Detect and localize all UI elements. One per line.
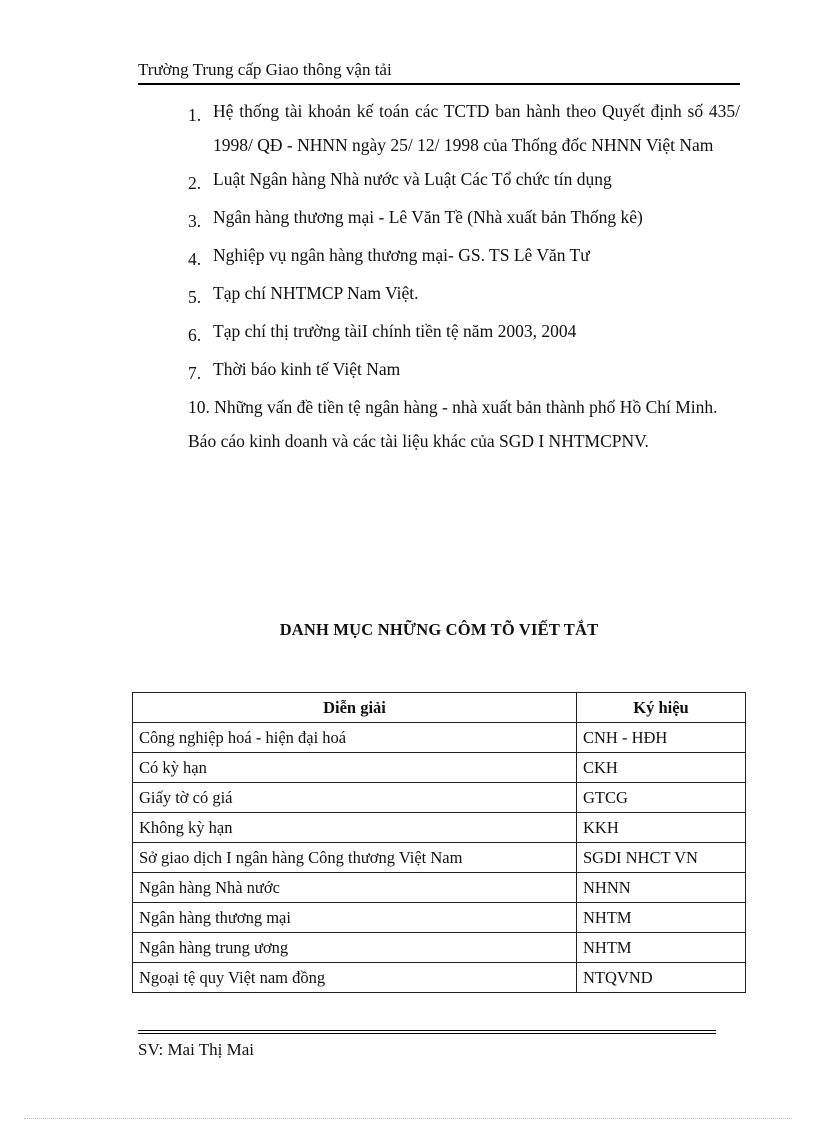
- cell-description: Không kỳ hạn: [133, 813, 577, 843]
- table-row: [133, 843, 746, 873]
- cell-description: Sở giao dịch I ngân hàng Công thương Việt Nam: [133, 843, 577, 873]
- reference-text: Thời báo kinh tế Việt Nam: [213, 359, 401, 379]
- table-row: [133, 783, 746, 813]
- cell-description: Ngoại tệ quy Việt nam đồng: [133, 963, 577, 993]
- page-header: Trường Trung cấp Giao thông vận tải: [138, 58, 740, 85]
- section-title: DANH MỤC NHỮNG CÔM TÕ VIẾT TẮT: [279, 620, 599, 639]
- reference-number: 1.: [188, 105, 202, 125]
- reference-number: 7.: [188, 363, 202, 383]
- reference-number: 4.: [188, 249, 202, 269]
- footer-rule: [138, 1033, 716, 1034]
- column-header-symbol: Ký hiệu: [577, 693, 746, 723]
- table-header-row: [133, 693, 746, 723]
- cell-symbol: NHNN: [577, 873, 746, 903]
- footer-divider: [138, 1030, 716, 1034]
- reference-item: [188, 352, 740, 390]
- footer-rule: [138, 1030, 716, 1031]
- reference-item: [188, 276, 740, 314]
- cell-description: Ngân hàng trung ương: [133, 933, 577, 963]
- cell-symbol: NHTM: [577, 933, 746, 963]
- reference-item: [188, 238, 740, 276]
- reference-text: Hệ thống tài khoản kế toán các TCTD ban hành theo Quyết định số 435/ 1998/ QĐ - NHNN ngày 25/ 12/ 1998 của Thống đốc NHNN Việt Nam: [213, 101, 740, 155]
- abbreviation-table: [132, 692, 746, 993]
- table-row: [133, 873, 746, 903]
- cell-description: Ngân hàng thương mại: [133, 903, 577, 933]
- cell-symbol: KKH: [577, 813, 746, 843]
- cell-symbol: GTCG: [577, 783, 746, 813]
- reference-text: Nghiệp vụ ngân hàng thương mại- GS. TS Lê Văn Tư: [213, 245, 590, 265]
- reference-number: 5.: [188, 287, 202, 307]
- table-row: [133, 753, 746, 783]
- cell-description: Có kỳ hạn: [133, 753, 577, 783]
- reference-text: Tạp chí thị trường tàiI chính tiền tệ năm 2003, 2004: [213, 321, 577, 341]
- table-row: [133, 813, 746, 843]
- reference-item: [188, 314, 740, 352]
- column-header-description: Diễn giải: [133, 693, 577, 723]
- cell-symbol: NTQVND: [577, 963, 746, 993]
- page-bottom-divider: [24, 1118, 792, 1119]
- cell-description: Giấy tờ có giá: [133, 783, 577, 813]
- reference-number: 6.: [188, 325, 202, 345]
- footer-student: SV: Mai Thị Mai: [138, 1040, 255, 1059]
- reference-item: [188, 162, 740, 200]
- cell-symbol: SGDI NHCT VN: [577, 843, 746, 873]
- reference-number: 3.: [188, 211, 202, 231]
- reference-number: 2.: [188, 173, 202, 193]
- reference-item-10: 10. Những vấn đề tiền tệ ngân hàng - nhà xuất bản thành phố Hồ Chí Minh.: [188, 397, 718, 417]
- reference-text: Tạp chí NHTMCP Nam Việt.: [213, 283, 419, 303]
- table-row: [133, 903, 746, 933]
- table-row: [133, 963, 746, 993]
- cell-symbol: NHTM: [577, 903, 746, 933]
- reference-list: [188, 94, 740, 458]
- reference-item: [188, 200, 740, 238]
- table-row: [133, 933, 746, 963]
- cell-description: Ngân hàng Nhà nước: [133, 873, 577, 903]
- reference-text: Luật Ngân hàng Nhà nước và Luật Các Tổ chức tín dụng: [213, 169, 612, 189]
- reference-item: [188, 94, 740, 162]
- reference-item-last: Báo cáo kinh doanh và các tài liệu khác của SGD I NHTMCPNV.: [188, 431, 649, 451]
- reference-text: Ngân hàng thương mại - Lê Văn Tề (Nhà xuất bản Thống kê): [213, 207, 643, 227]
- cell-symbol: CNH - HĐH: [577, 723, 746, 753]
- cell-description: Công nghiệp hoá - hiện đại hoá: [133, 723, 577, 753]
- cell-symbol: CKH: [577, 753, 746, 783]
- table-row: [133, 723, 746, 753]
